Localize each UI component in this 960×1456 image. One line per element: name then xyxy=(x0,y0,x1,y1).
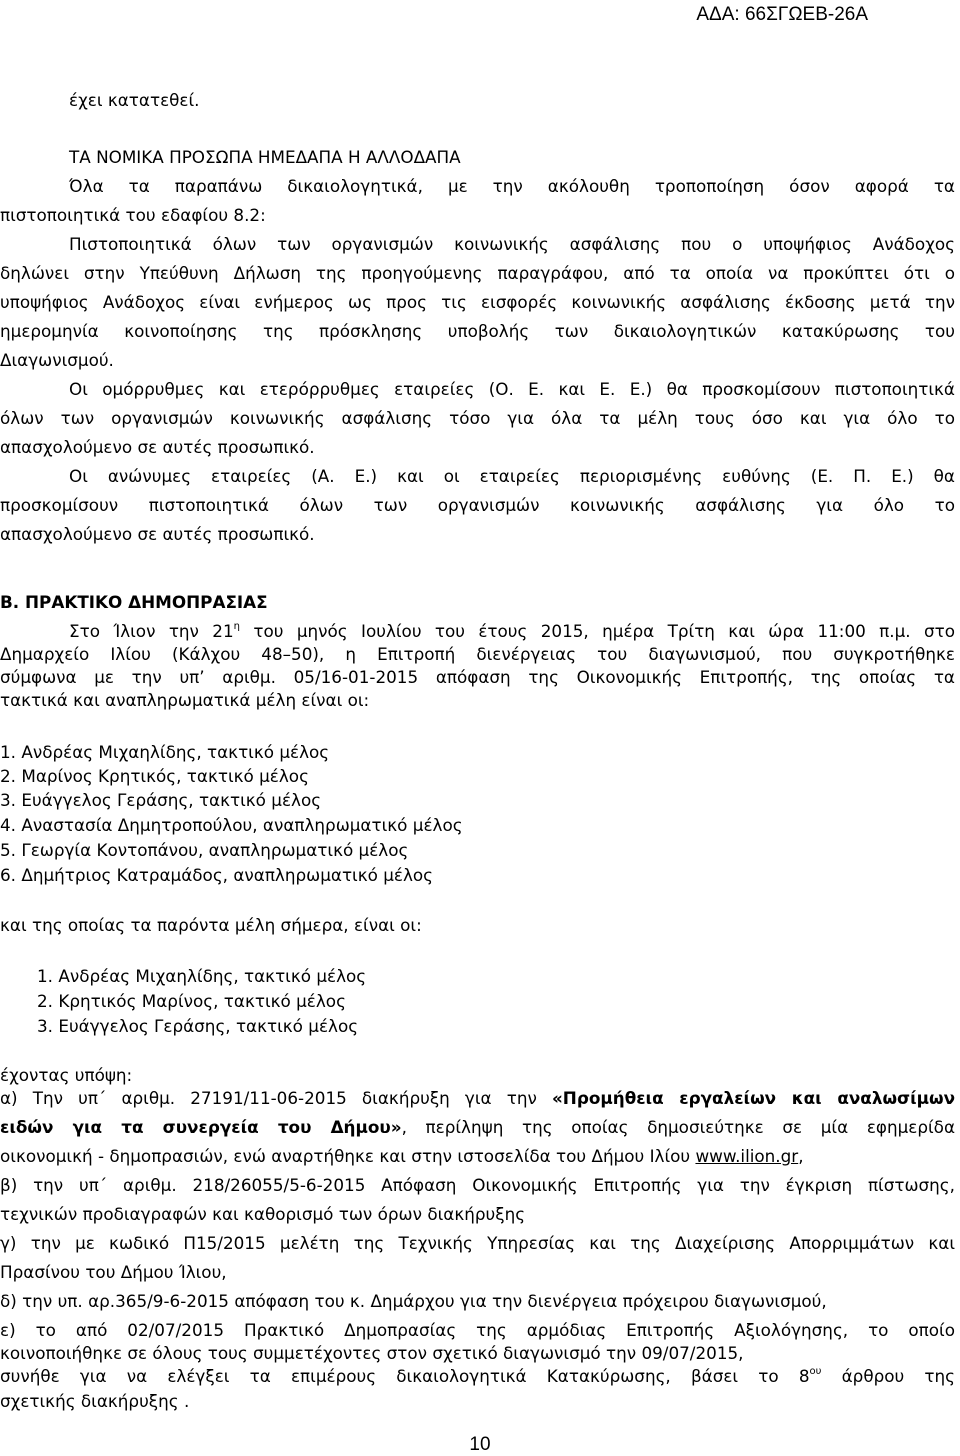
text-line: γ) την με κωδικό Π15/2015 μελέτη της Τεχνικής Υπηρεσίας και της Διαχείρισης Απορριμμάτων και xyxy=(0,1233,955,1253)
text-line: όλων των οργανισμών κοινωνικής ασφάλισης τόσο για όλα τα μέλη τους όσο και για όλο το xyxy=(0,408,955,428)
text-line: Δημαρχείο Ιλίου (Κάλχου 48–50), η Επιτροπή διενέργειας του διαγωνισμού, που συγκροτήθηκε xyxy=(0,644,955,664)
text-line: απασχολούμενο σε αυτές προσωπικό. xyxy=(0,524,315,544)
list-item: 2. Κρητικός Μαρίνος, τακτικό μέλος xyxy=(37,991,346,1011)
website-link[interactable]: www.ilion.gr xyxy=(695,1146,799,1166)
ada-code: ΑΔΑ: 66ΣΓΩΕΒ-26Α xyxy=(696,4,868,25)
list-item: 4. Αναστασία Δημητροπούλου, αναπληρωματικό μέλος xyxy=(0,815,463,835)
list-item: 2. Μαρίνος Κρητικός, τακτικό μέλος xyxy=(0,766,309,786)
text-line: πιστοποιητικά του εδαφίου 8.2: xyxy=(0,205,266,225)
list-item: 1. Ανδρέας Μιχαηλίδης, τακτικό μέλος xyxy=(0,742,330,762)
text-line: Οι ανώνυμες εταιρείες (Α. Ε.) και οι εταιρείες περιορισμένης ευθύνης (Ε. Π. Ε.) θα xyxy=(69,466,955,486)
text-line: κοινοποιήθηκε σε όλους τους συμμετέχοντες στον σχετικό διαγωνισμό την 09/07/2015, xyxy=(0,1343,744,1363)
text-line: β) την υπ΄ αριθμ. 218/26055/5-6-2015 Απόφαση Οικονομικής Επιτροπής για την έγκριση πίστωσης, xyxy=(0,1175,955,1195)
text-line: υποψήφιος Ανάδοχος είναι ενήμερος ως προς τις εισφορές κοινωνικής ασφάλισης έκδοσης μετά την xyxy=(0,292,955,312)
text-line: σύμφωνα με την υπ’ αριθμ. 05/16-01-2015 απόφαση της Οικονομικής Επιτροπής, της οποίας τα xyxy=(0,667,955,687)
list-item: 1. Ανδρέας Μιχαηλίδης, τακτικό μέλος xyxy=(37,966,367,986)
text-line: ειδών για τα συνεργεία του Δήμου», περίληψη της οποίας δημοσιεύτηκε σε μία εφημερίδα xyxy=(0,1117,956,1137)
list-item: 6. Δημήτριος Κατραμάδος, αναπληρωματικό μέλος xyxy=(0,865,434,885)
text-line: τακτικά και αναπληρωματικά μέλη είναι οι: xyxy=(0,690,370,710)
text-line: συνήθε για να ελέγξει τα επιμέρους δικαιολογητικά Κατακύρωσης, βάσει το $8^{o\upsilon}$ άρθρου της xyxy=(0,1366,955,1386)
section-heading: Β. ΠΡΑΚΤΙΚΟ ΔΗΜΟΠΡΑΣΙΑΣ xyxy=(0,592,268,612)
text-line: ε) το από 02/07/2015 Πρακτικό Δημοπρασίας της αρμόδιας Επιτροπής Αξιολόγησης, το οποίο xyxy=(0,1320,955,1340)
text-line: και της οποίας τα παρόντα μέλη σήμερα, είναι οι: xyxy=(0,915,422,935)
text-line: σχετικής διακήρυξης . xyxy=(0,1391,190,1411)
text-line: δηλώνει στην Υπεύθυνη Δήλωση της προηγούμενης παραγράφου, από τα οποία να προκύπτει ότι ο xyxy=(0,263,955,283)
text-line: τεχνικών προδιαγραφών και καθορισμό των όρων διακήρυξης xyxy=(0,1204,526,1224)
page-number: 10 xyxy=(469,1434,491,1455)
list-item: 3. Ευάγγελος Γεράσης, τακτικό μέλος xyxy=(37,1016,359,1036)
text-line: έχει κατατεθεί. xyxy=(69,90,200,110)
text-line: Πρασίνου του Δήμου Ίλιου, xyxy=(0,1262,227,1282)
text-line: Πιστοποιητικά όλων των οργανισμών κοινωνικής ασφάλισης που ο υποψήφιος Ανάδοχος xyxy=(69,234,955,254)
text-line: απασχολούμενο σε αυτές προσωπικό. xyxy=(0,437,315,457)
text-line: Στο Ίλιον την $21^\eta$ του μηνός Ιουλίου του έτους 2015, ημέρα Τρίτη και ώρα 11:00 π.μ. στο xyxy=(69,621,956,641)
text-line: προσκομίσουν πιστοποιητικά όλων των οργανισμών κοινωνικής ασφάλισης για όλο το xyxy=(0,495,955,515)
text-line: Διαγωνισμού. xyxy=(0,350,114,370)
text-line: Όλα τα παραπάνω δικαιολογητικά, με την ακόλουθη τροποποίηση όσον αφορά τα xyxy=(69,176,955,196)
text-line: οικονομική - δημοπρασιών, ενώ αναρτήθηκε και στην ιστοσελίδα του Δήμου Ιλίου www.ilion.gr, xyxy=(0,1146,804,1166)
text-line: ημερομηνία κοινοποίησης της πρόσκλησης υποβολής των δικαιολογητικών κατακύρωσης του xyxy=(0,321,955,341)
list-item: 5. Γεωργία Κοντοπάνου, αναπληρωματικό μέλος xyxy=(0,840,409,860)
text-line: α) Την υπ΄ αριθμ. 27191/11-06-2015 διακήρυξη για την «Προμήθεια εργαλείων και αναλωσίμων xyxy=(0,1088,956,1108)
subheading: ΤΑ ΝΟΜΙΚΑ ΠΡΟΣΩΠΑ ΗΜΕΔΑΠΑ Η ΑΛΛΟΔΑΠΑ xyxy=(69,147,461,167)
text-line: δ) την υπ. αρ.365/9-6-2015 απόφαση του κ. Δημάρχου για την διενέργεια πρόχειρου διαγωνισμού, xyxy=(0,1291,827,1311)
text-line: Οι ομόρρυθμες και ετερόρρυθμες εταιρείες (Ο. Ε. και Ε. Ε.) θα προσκομίσουν πιστοποιητικά xyxy=(69,379,955,399)
text-line: έχοντας υπόψη: xyxy=(0,1065,133,1085)
list-item: 3. Ευάγγελος Γεράσης, τακτικό μέλος xyxy=(0,790,322,810)
